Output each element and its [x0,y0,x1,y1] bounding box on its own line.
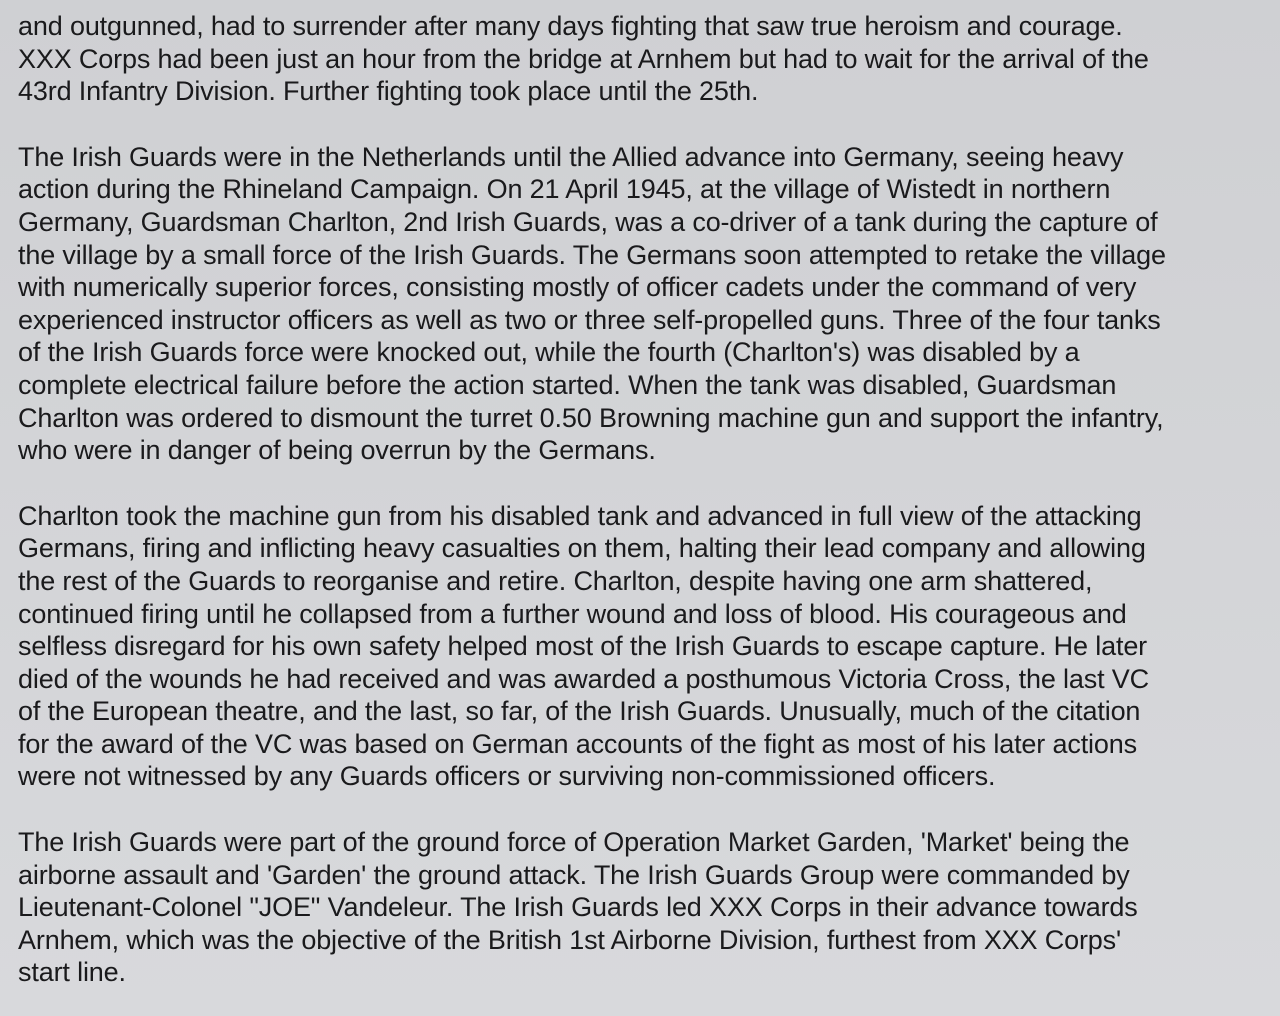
text-line: continued firing until he collapsed from a further wound and loss of blood. His courageous and [18,598,1127,629]
text-line: XXX Corps had been just an hour from the bridge at Arnhem but had to wait for the arrival of the [18,43,1149,74]
text-line: Lieutenant-Colonel "JOE" Vandeleur. The Irish Guards led XXX Corps in their advance towards [18,892,1138,923]
text-line: and outgunned, had to surrender after many days fighting that saw true heroism and courage. [18,11,1123,41]
text-line: who were in danger of being overrun by the Germans. [18,435,656,466]
text-line: Arnhem, which was the objective of the British 1st Airborne Division, furthest from XXX Corps' [18,924,1122,955]
text-line: action during the Rhineland Campaign. On 21 April 1945, at the village of Wistedt in northern [18,174,1111,205]
text-line: experienced instructor officers as well as two or three self-propelled guns. Three of the four tanks [18,304,1161,335]
text-line: of the European theatre, and the last, so far, of the Irish Guards. Unusually, much of the citation [18,696,1141,727]
text-line: Charlton was ordered to dismount the turret 0.50 Browning machine gun and support the infantry, [18,402,1164,433]
text-line: The Irish Guards were in the Netherlands until the Allied advance into Germany, seeing heavy [18,141,1124,172]
text-line: were not witnessed by any Guards officers or surviving non-commissioned officers. [18,761,996,792]
text-line: the rest of the Guards to reorganise and retire. Charlton, despite having one arm shattered, [18,565,1093,596]
text-line: with numerically superior forces, consisting mostly of officer cadets under the command of very [18,272,1137,303]
text-line: start line. [18,957,126,988]
paragraph [18,500,1270,793]
text-line: airborne assault and 'Garden' the ground attack. The Irish Guards Group were commanded by [18,859,1130,890]
text-line: 43rd Infantry Division. Further fighting took place until the 25th. [18,76,759,107]
text-line: Charlton took the machine gun from his disabled tank and advanced in full view of the attacking [18,500,1142,531]
text-line: Germans, firing and inflicting heavy casualties on them, halting their lead company and allowing [18,533,1146,564]
paragraph [18,826,1270,989]
text-line: Germany, Guardsman Charlton, 2nd Irish Guards, was a co-driver of a tank during the capture of [18,206,1158,237]
text-line: The Irish Guards were part of the ground force of Operation Market Garden, 'Market' being the [18,827,1130,858]
text-line: the village by a small force of the Irish Guards. The Germans soon attempted to retake the village [18,239,1166,270]
text-line: complete electrical failure before the action started. When the tank was disabled, Guardsman [18,369,1117,400]
text-line: for the award of the VC was based on German accounts of the fight as most of his later actions [18,728,1137,759]
text-line: of the Irish Guards force were knocked out, while the fourth (Charlton's) was disabled by a [18,337,1080,368]
text-line: died of the wounds he had received and was awarded a posthumous Victoria Cross, the last VC [18,663,1150,694]
paragraph [18,141,1270,467]
text-line: selfless disregard for his own safety helped most of the Irish Guards to escape capture. He later [18,631,1148,662]
paragraph [18,10,1270,108]
